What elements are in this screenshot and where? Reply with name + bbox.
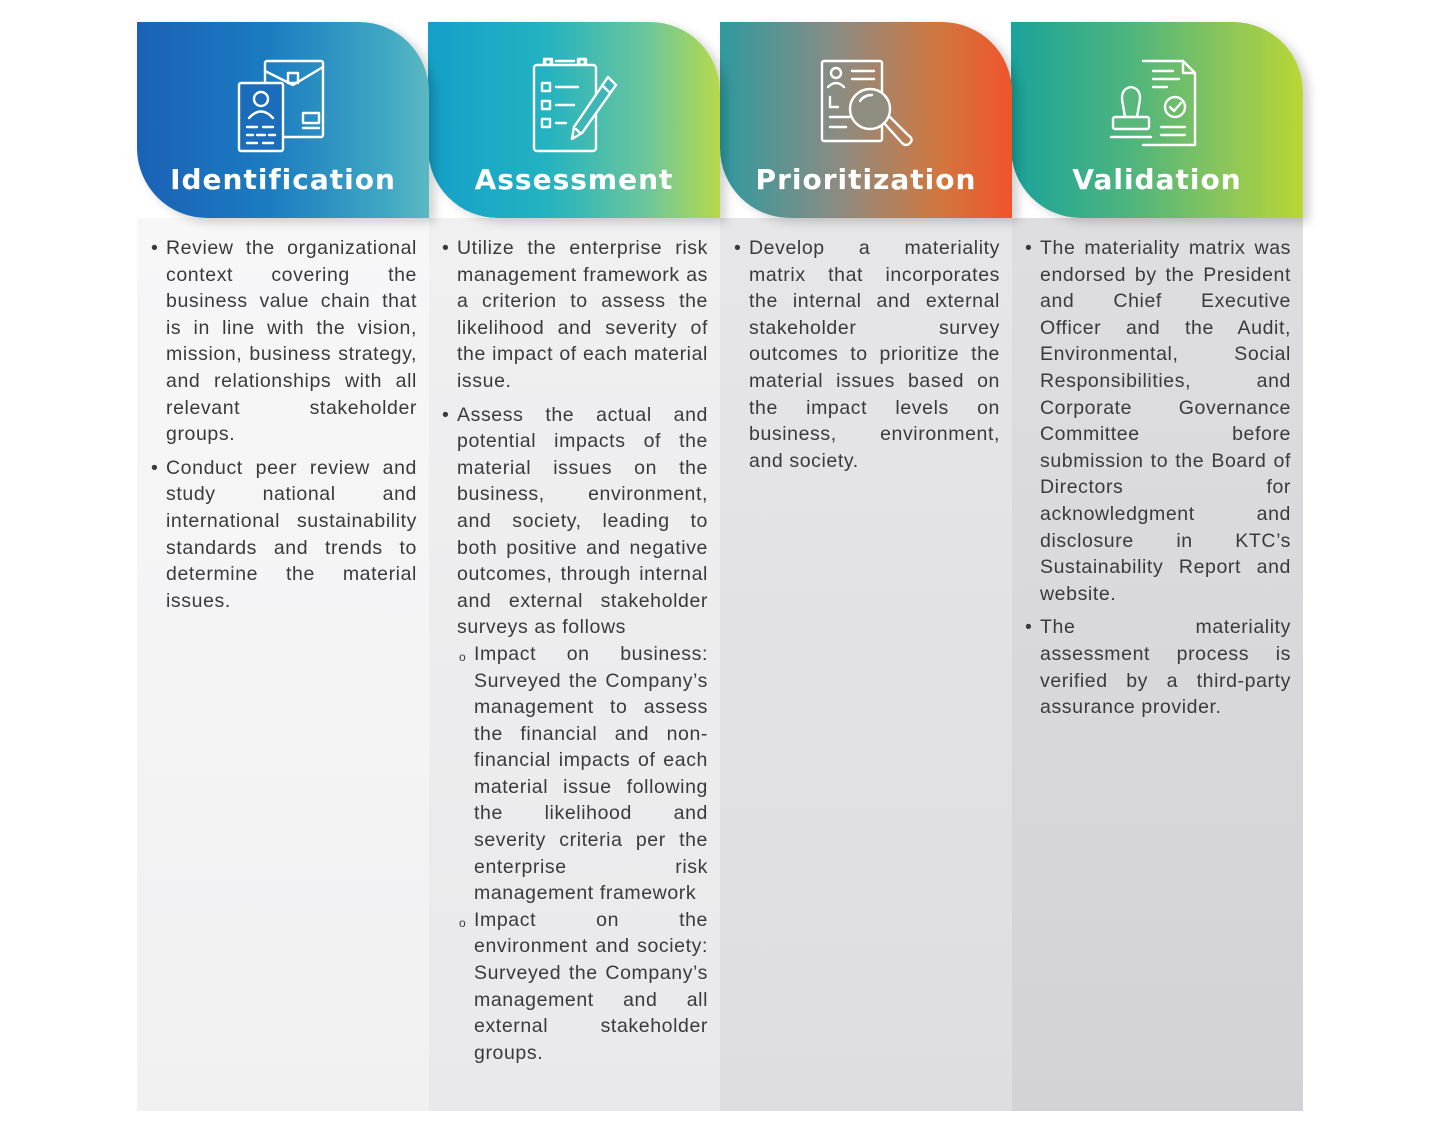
column-title: Identification [170,163,396,196]
sub-bullet-marker: o [459,915,467,930]
sub-list-item [442,641,708,907]
list-item: • The materiality matrix was endorsed by the President and Chief Executive Officer and the Audit, Environmental, Social Responsibilities, and Corporate Governance Committee before submission to the Board of Directors for acknowledgment and disclosure in KTC’s Sustainability Report and website. [1025,235,1291,607]
list-item: • The materiality assessment process is verified by a third-party assurance provider. [1025,614,1291,720]
materiality-process-board [137,22,1303,1111]
list-item: • Utilize the enterprise risk management framework as a criterion to assess the likelihood and severity of the impact of each material issue. [442,235,708,395]
column-content [442,235,708,1066]
stamp-approved-document-icon [1107,55,1207,155]
checklist-clipboard-pen-icon [524,55,624,155]
column-header [428,22,720,218]
sub-list-item-text: Impact on the environment and society: Surveyed the Company’s management and all external stakeholder groups. [474,908,708,1064]
column-title: Validation [1072,163,1242,196]
list-item: • Review the organizational context covering the business value chain that is in line with the vision, mission, business strategy, and relationships with all relevant stakeholder groups. [151,235,417,448]
list-item: • Assess the actual and potential impacts of the material issues on the business, environment, and society, leading to both positive and negative outcomes, through internal and external stakeholder surveys as follows [442,402,708,641]
list-item: • Develop a materiality matrix that incorporates the internal and external stakeholder survey outcomes to prioritize the material issues based on the impact levels on business, environment, and society. [734,235,1000,474]
document-magnifier-icon [816,55,916,155]
column-content [1025,235,1291,728]
sub-bullet-marker: o [459,649,467,664]
column-prioritization [720,22,1012,1111]
sub-list-item [442,907,708,1067]
column-identification [137,22,429,1111]
column-header [1011,22,1303,218]
column-content [734,235,1000,481]
list-item: • Conduct peer review and study national and international sustainability standards and trends to determine the material issues. [151,455,417,615]
column-validation [1011,22,1303,1111]
column-assessment [428,22,720,1111]
column-title: Assessment [474,163,674,196]
column-header [137,22,429,218]
column-content [151,235,417,621]
sub-list-item-text: Impact on business: Surveyed the Company’s management to assess the financial and non-financial impacts of each material issue following the likelihood and severity criteria per the enterprise risk management framework [474,642,708,905]
id-card-document-icon [233,55,333,155]
column-header [720,22,1012,218]
column-title: Prioritization [755,163,977,196]
